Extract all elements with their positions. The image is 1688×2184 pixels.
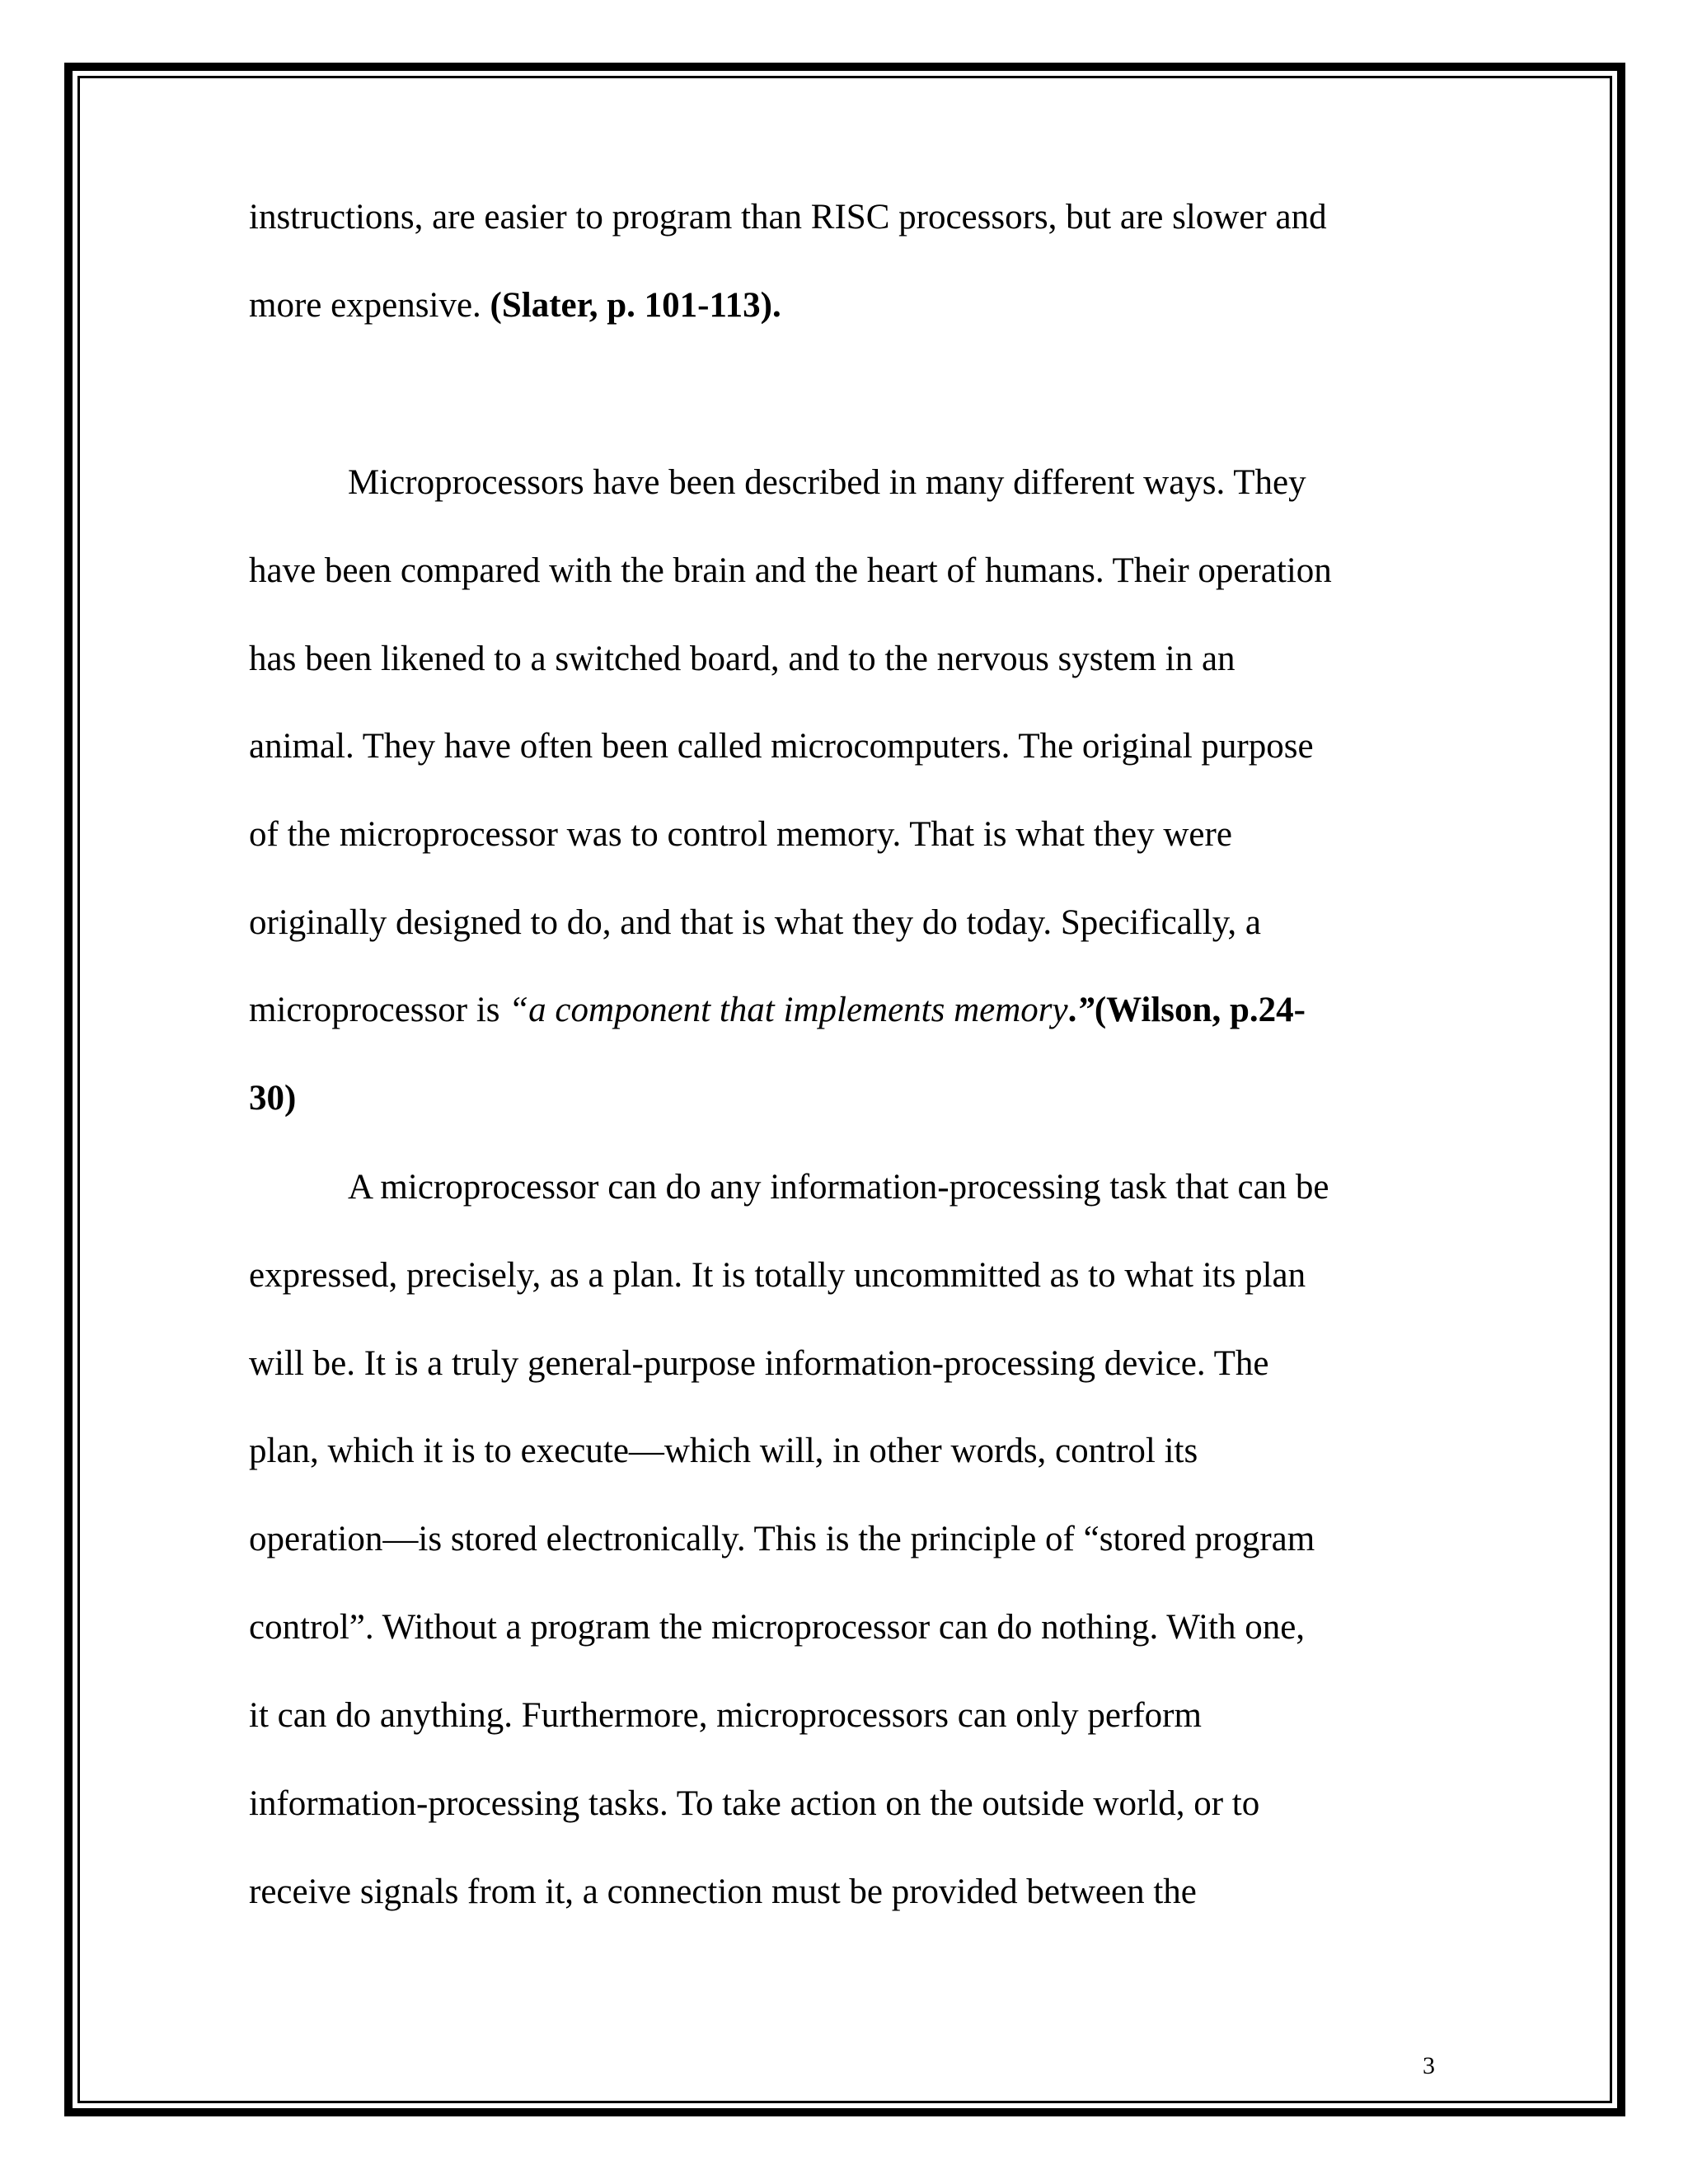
text-line: will be. It is a truly general-purpose information-processing device. The: [249, 1344, 1269, 1383]
quote-period: .: [1067, 991, 1077, 1029]
paragraph-start: A microprocessor can do any information-processing task that can be: [348, 1168, 1329, 1207]
text-line: of the microprocessor was to control memory. That is what they were: [249, 815, 1232, 854]
text-line: [249, 992, 1306, 1028]
text-line: has been likened to a switched board, and to the nervous system in an: [249, 640, 1236, 678]
quotation: “a component that implements memory: [509, 991, 1068, 1029]
text-line: [249, 288, 781, 323]
text-line: animal. They have often been called microcomputers. The original purpose: [249, 727, 1314, 766]
text-line: operation—is stored electronically. This is the principle of “stored program: [249, 1520, 1315, 1558]
quote-close-mark: ”: [1076, 991, 1095, 1029]
text-line: information-processing tasks. To take action on the outside world, or to: [249, 1784, 1260, 1823]
text-line: control”. Without a program the microprocessor can do nothing. With one,: [249, 1608, 1306, 1647]
text-line: originally designed to do, and that is what they do today. Specifically, a: [249, 903, 1261, 942]
text-span: more expensive.: [249, 286, 490, 325]
page-number: 3: [1423, 2052, 1435, 2079]
text-line: have been compared with the brain and the heart of humans. Their operation: [249, 551, 1332, 590]
citation-slater: (Slater, p. 101-113).: [490, 286, 781, 325]
text-line: plan, which it is to execute—which will, in other words, control its: [249, 1432, 1198, 1470]
text-line: receive signals from it, a connection must be provided between the: [249, 1872, 1197, 1911]
text-line: expressed, precisely, as a plan. It is totally uncommitted as to what its plan: [249, 1256, 1306, 1295]
citation-wilson: (Wilson, p.24-: [1094, 991, 1306, 1029]
citation-wilson-continued: 30): [249, 1079, 297, 1118]
text-line: instructions, are easier to program than RISC processors, but are slower and: [249, 198, 1327, 237]
paragraph-start: Microprocessors have been described in many different ways. They: [348, 463, 1306, 502]
text-span: microprocessor is: [249, 991, 509, 1029]
text-line: it can do anything. Furthermore, microprocessors can only perform: [249, 1696, 1202, 1735]
